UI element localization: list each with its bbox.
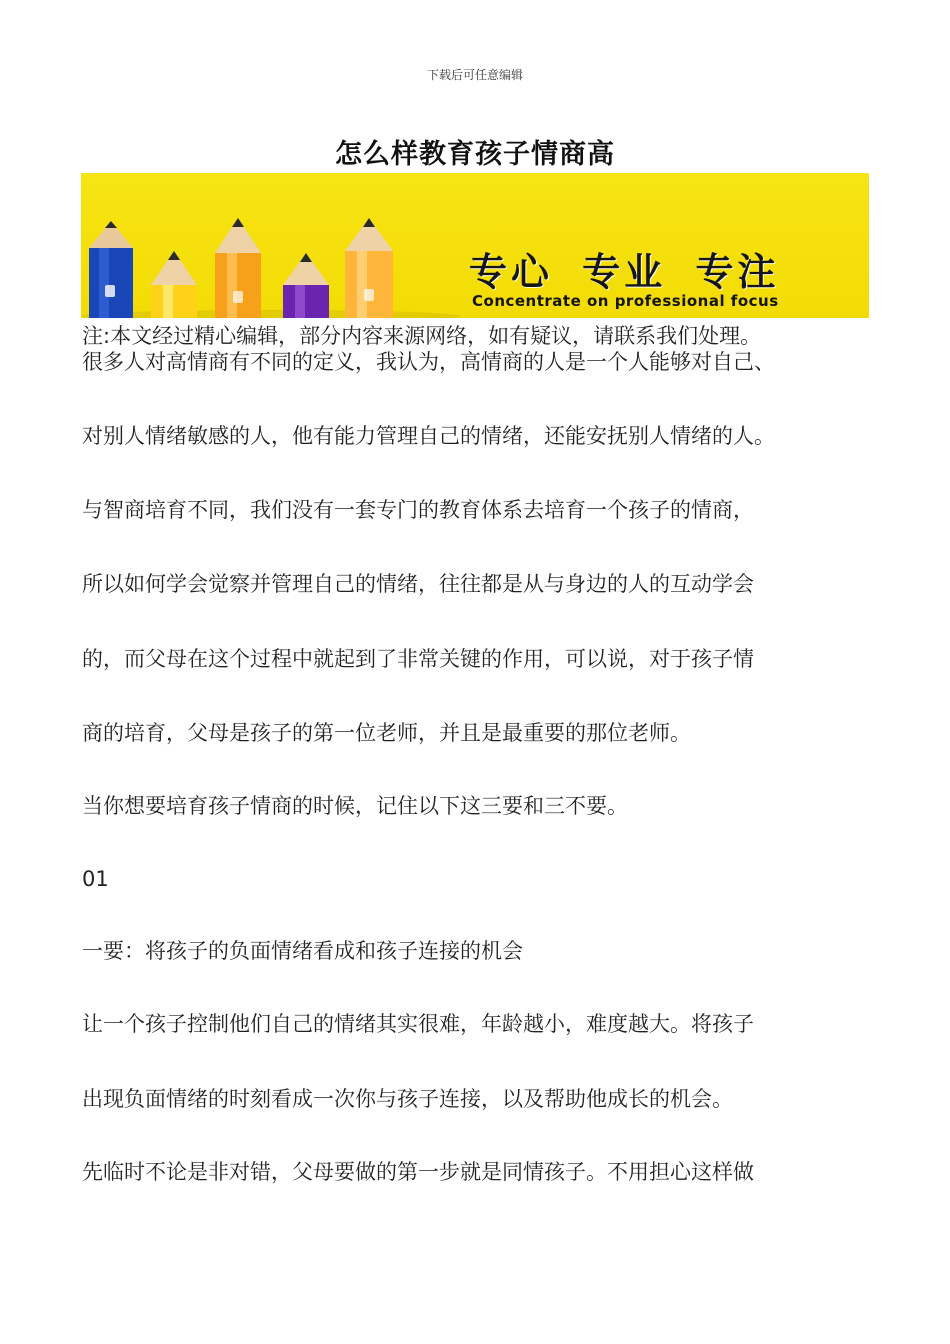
body-line: 的，而父母在这个过程中就起到了非常关键的作用，可以说，对于孩子情 — [82, 647, 754, 671]
body-line: 先临时不论是非对错，父母要做的第一步就是同情孩子。不用担心这样做 — [82, 1160, 754, 1184]
body-line: 出现负面情绪的时刻看成一次你与孩子连接，以及帮助他成长的机会。 — [82, 1087, 733, 1111]
banner-image — [81, 173, 869, 318]
body-line: 让一个孩子控制他们自己的情绪其实很难，年龄越小，难度越大。将孩子 — [82, 1012, 754, 1036]
body-line: 当你想要培育孩子情商的时候，记住以下这三要和三不要。 — [82, 794, 628, 818]
section-heading: 一要：将孩子的负面情绪看成和孩子连接的机会 — [82, 939, 523, 963]
banner-tagline: Concentrate on professional focus — [472, 292, 779, 310]
body-line: 所以如何学会觉察并管理自己的情绪，往往都是从与身边的人的互动学会 — [82, 572, 754, 596]
purple-pencil-icon — [283, 253, 329, 318]
banner-slogan: 专心 专业 专注 — [469, 250, 780, 294]
blue-pencil-icon — [89, 221, 133, 318]
pencils-illustration — [81, 173, 481, 318]
body-line: 很多人对高情商有不同的定义，我认为，高情商的人是一个人能够对自己、 — [82, 350, 775, 374]
document-title: 怎么样教育孩子情商高 — [335, 139, 615, 170]
body-line: 商的培育，父母是孩子的第一位老师，并且是最重要的那位老师。 — [82, 721, 691, 745]
page-header-note: 下载后可任意编辑 — [426, 68, 523, 82]
editor-note: 注:本文经过精心编辑，部分内容来源网络，如有疑议，请联系我们处理。 — [82, 324, 762, 348]
light-orange-pencil-icon — [345, 218, 393, 318]
orange-pencil-icon — [215, 218, 261, 318]
section-number: 01 — [82, 867, 109, 891]
body-line: 与智商培育不同，我们没有一套专门的教育体系去培育一个孩子的情商， — [82, 498, 754, 522]
yellow-pencil-icon — [151, 251, 197, 318]
body-line: 对别人情绪敏感的人，他有能力管理自己的情绪，还能安抚别人情绪的人。 — [82, 424, 775, 448]
